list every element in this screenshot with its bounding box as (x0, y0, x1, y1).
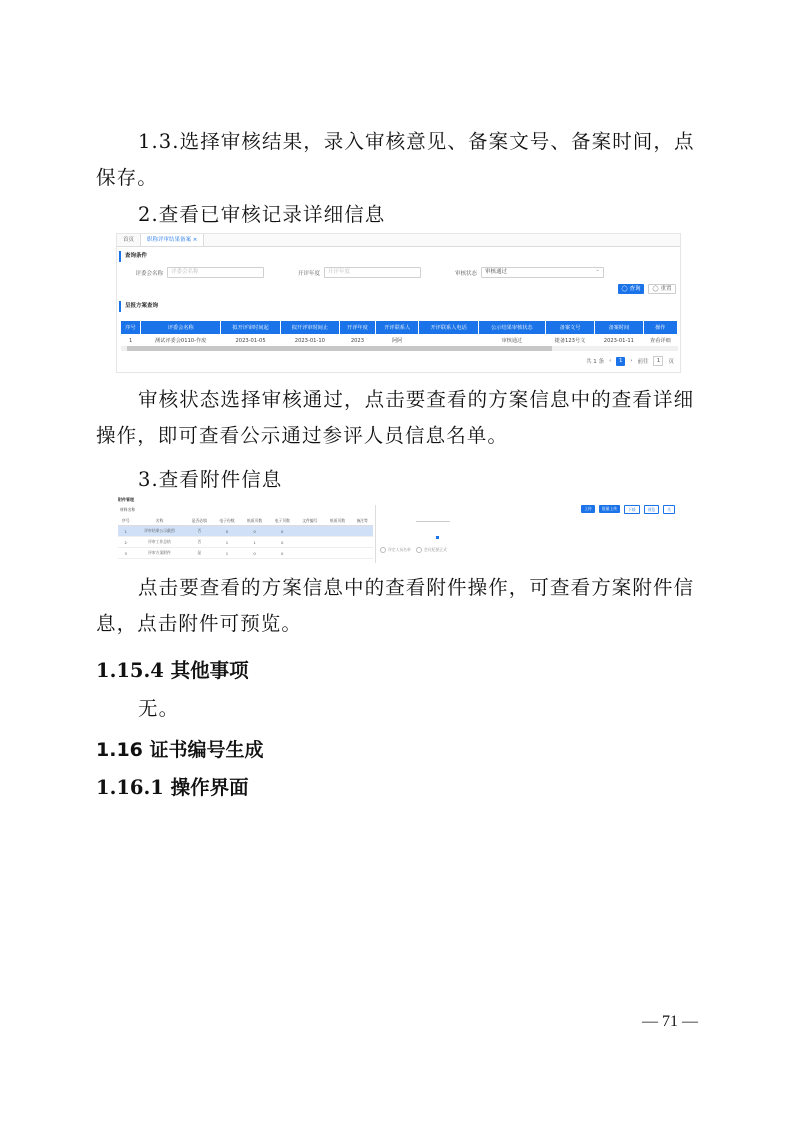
attachment-table (118, 516, 373, 559)
column-header: 电子页数 (268, 516, 296, 526)
tab-home[interactable]: 首页 (123, 237, 135, 243)
download-button[interactable]: 下载 (624, 505, 640, 514)
radio-circle-icon (380, 547, 386, 553)
screenshot-attachments (116, 495, 679, 563)
radio-circle-icon (416, 547, 422, 553)
total-count: 共 1 条 (586, 359, 605, 365)
column-header: 评委会名称 (140, 321, 221, 334)
paragraph-step-2: 2.查看已审核记录详细信息 (138, 203, 386, 226)
prev-page-icon[interactable]: ‹ (609, 358, 612, 364)
query-buttons (618, 284, 676, 294)
paragraph-step-2-desc (96, 382, 706, 454)
scrollbar-thumb[interactable] (127, 346, 552, 351)
goto-page-input[interactable]: 1 (653, 356, 663, 366)
paragraph-step-1-3 (96, 124, 706, 196)
plan-table (121, 321, 678, 348)
attachment-panel-title: 附件管理 (118, 497, 134, 502)
table-cell (296, 548, 324, 559)
filter-label-status: 审核状态 (454, 270, 477, 277)
material-name-label: 材料名称 (120, 507, 136, 512)
screenshot-audit-records (116, 233, 681, 373)
table-cell: 3 (118, 548, 133, 559)
table-cell: 1 (118, 526, 133, 537)
heading-1-16-1: 1.16.1 操作界面 (96, 776, 249, 799)
table-cell: 捷备123号文 (545, 334, 594, 348)
table-cell: 评审结果公示截图 (133, 526, 185, 537)
table-cell: 是 (186, 548, 214, 559)
table-header-row (118, 516, 373, 526)
table-cell: 1 (241, 537, 269, 548)
committee-name-input[interactable]: 评委会名称 (167, 267, 264, 278)
table-cell: 1 (213, 537, 241, 548)
query-section-title: 查询条件 (119, 251, 680, 262)
page-number: — 71 — (642, 1013, 698, 1030)
heading-1-16: 1.16 证书编号生成 (96, 739, 264, 761)
status-select[interactable]: 审核通过 ⌄ (481, 267, 604, 278)
table-cell (351, 537, 373, 548)
paragraph-text: 审核状态选择审核通过，点击要查看的方案信息中的查看详细操作，即可查看公示通过参评人员信息名单。 (96, 388, 695, 447)
heading-1-15-4: 1.15.4 其他事项 (96, 659, 249, 682)
table-cell: 0 (268, 548, 296, 559)
batch-upload-button[interactable]: 批量上传 (599, 505, 620, 513)
query-button[interactable]: ◯ 查询 (618, 284, 644, 294)
paragraph-none: 无。 (138, 697, 180, 720)
table-cell (296, 537, 324, 548)
table-cell: 1 (213, 548, 241, 559)
radio-option-1[interactable] (380, 547, 411, 553)
paragraph-text: 点击要查看的方案信息中的查看附件操作，可查看方案附件信息，点击附件可预览。 (96, 576, 695, 635)
preview-button[interactable]: 预览 (644, 505, 660, 514)
table-cell: 否 (186, 537, 214, 548)
preview-area (416, 521, 450, 542)
table-cell: 评审方案附件 (133, 548, 185, 559)
column-header: 公示结果审核状态 (478, 321, 545, 334)
table-cell: 阿阿 (375, 334, 419, 348)
column-header: 序号 (121, 321, 140, 334)
view-detail-link[interactable]: 查看详细 (643, 334, 677, 348)
column-header: 纸质页数 (241, 516, 269, 526)
table-row[interactable] (118, 526, 373, 537)
page-unit: 页 (668, 359, 674, 365)
filter-label-year: 开评年度 (297, 270, 320, 277)
panel-divider (375, 505, 376, 563)
filter-row (131, 267, 680, 278)
filter-label-committee: 评委会名称 (135, 270, 163, 277)
table-cell: 2023-01-05 (221, 334, 280, 348)
table-cell: 2 (118, 537, 133, 548)
column-header: 备案时间 (595, 321, 643, 334)
table-cell (324, 537, 352, 548)
goto-label: 前往 (637, 359, 649, 365)
page-number-button[interactable]: 1 (616, 357, 625, 366)
table-cell: 评审工作总结 (133, 537, 185, 548)
table-cell (324, 548, 352, 559)
paragraph-step-3-desc (96, 570, 706, 642)
column-header: 开评年度 (340, 321, 376, 334)
column-header: 备案文号 (545, 321, 594, 334)
column-header: 备注等 (351, 516, 373, 526)
tab-record-filing[interactable]: 职称评审结果备案 × (140, 234, 204, 246)
table-cell (296, 526, 324, 537)
column-header: 拟开评审时间起 (221, 321, 280, 334)
list-section-title: 呈报方案查询 (119, 301, 158, 312)
paragraph-line: 保存。 (96, 166, 158, 189)
attachment-toolbar (581, 505, 675, 514)
table-cell: 0 (241, 548, 269, 559)
next-page-icon[interactable]: › (630, 358, 633, 364)
radio-option-2[interactable] (416, 547, 447, 553)
column-header: 名称 (133, 516, 185, 526)
close-button[interactable]: 关 (663, 505, 675, 514)
reset-button[interactable]: ◯ 重置 (648, 284, 676, 294)
column-header: 操作 (643, 321, 677, 334)
table-cell: 2023 (340, 334, 376, 348)
horizontal-scrollbar[interactable] (121, 346, 678, 351)
column-header: 开评联系人 (375, 321, 419, 334)
column-header: 序号 (118, 516, 133, 526)
table-cell: 测试评委会0110-作废 (140, 334, 221, 348)
year-input[interactable]: 开评年度 (324, 267, 421, 278)
column-header: 电子份数 (213, 516, 241, 526)
table-row[interactable] (118, 537, 373, 548)
upload-button[interactable]: 上传 (581, 505, 595, 513)
table-cell: 审核通过 (478, 334, 545, 348)
paragraph-step-3: 3.查看附件信息 (138, 468, 283, 491)
table-cell (351, 526, 373, 537)
table-row[interactable] (118, 548, 373, 559)
column-header: 文件编号 (296, 516, 324, 526)
radio-label: 会议纪要正式 (424, 547, 447, 552)
column-header: 是否必填 (186, 516, 214, 526)
table-cell: 0 (268, 526, 296, 537)
pagination (586, 356, 674, 366)
table-cell: 2023-01-10 (280, 334, 339, 348)
table-cell: 0 (268, 537, 296, 548)
tab-bar (117, 234, 680, 247)
column-header: 纸质页数 (324, 516, 352, 526)
table-cell (351, 548, 373, 559)
table-cell: 2023-01-11 (595, 334, 643, 348)
column-header: 开评联系人电话 (419, 321, 478, 334)
table-cell: 0 (241, 526, 269, 537)
column-header: 拟开评审时间止 (280, 321, 339, 334)
table-cell (324, 526, 352, 537)
radio-label: 评定人员名单 (388, 547, 411, 552)
table-cell: 1 (121, 334, 140, 348)
table-cell: 0 (213, 526, 241, 537)
table-header-row (121, 321, 678, 334)
preview-marker (436, 536, 439, 539)
table-cell: 否 (186, 526, 214, 537)
paragraph-line: 1.3.选择审核结果，录入审核意见、备案文号、备案时间，点 (138, 130, 695, 153)
